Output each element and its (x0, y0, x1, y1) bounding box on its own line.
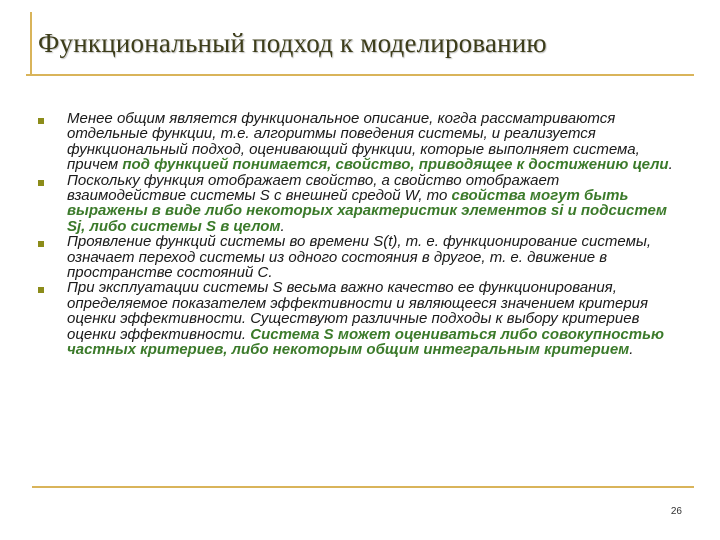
bullet-item-2 (38, 173, 678, 235)
bullet-item-4 (38, 280, 678, 357)
bullet-text: Менее общим является функциональное описание, когда рассматриваются отдельные функции, т.е. алгоритмы поведения системы, и реализуется функциональный подход, оценивающий функции, которые выполняет система, причем (67, 110, 640, 174)
bullet-item-1 (38, 111, 678, 173)
footer-rule (32, 486, 694, 488)
title-vertical-rule (30, 12, 32, 74)
bullet-text-end: . (280, 217, 285, 235)
bullet-text-end: . (668, 156, 673, 174)
title-underline (26, 74, 694, 76)
square-bullet-icon (38, 180, 44, 186)
bullet-text-end: . (629, 341, 634, 359)
square-bullet-icon (38, 118, 44, 124)
bullet-text: При эксплуатации системы S весьма важно качество ее функционирования, определяемое показателем эффективности и являющееся значением критерия оценки эффективности. Существуют различные подходы к выбору критериев оценки эффективности. (67, 279, 649, 343)
square-bullet-icon (38, 241, 44, 247)
bullet-text: Поскольку функция отображает свойство, а свойство отображает взаимодействие системы S с внешней средой W, то (67, 171, 560, 205)
bullet-highlight: свойства могут быть выражены в виде либо некоторых характеристик элементов si и подсистем Sj, либо системы S в целом (67, 187, 667, 235)
slide-title: Функциональный подход к моделированию (38, 28, 547, 58)
bullet-list (38, 111, 678, 358)
bullet-highlight: под функцией понимается, свойство, приводящее к достижению цели (122, 156, 669, 174)
bullet-highlight: Система S может оцениваться либо совокупностью частных критериев, либо некоторым общим интегральным критерием (67, 325, 664, 359)
bullet-text: Проявление функций системы во времени S(t), т. е. функционирование системы, означает переход системы из одного состояния в другое, т. е. движение в пространстве состояний C. (67, 233, 652, 282)
page-number: 26 (670, 506, 682, 517)
bullet-item-3 (38, 234, 678, 280)
square-bullet-icon (38, 287, 44, 293)
